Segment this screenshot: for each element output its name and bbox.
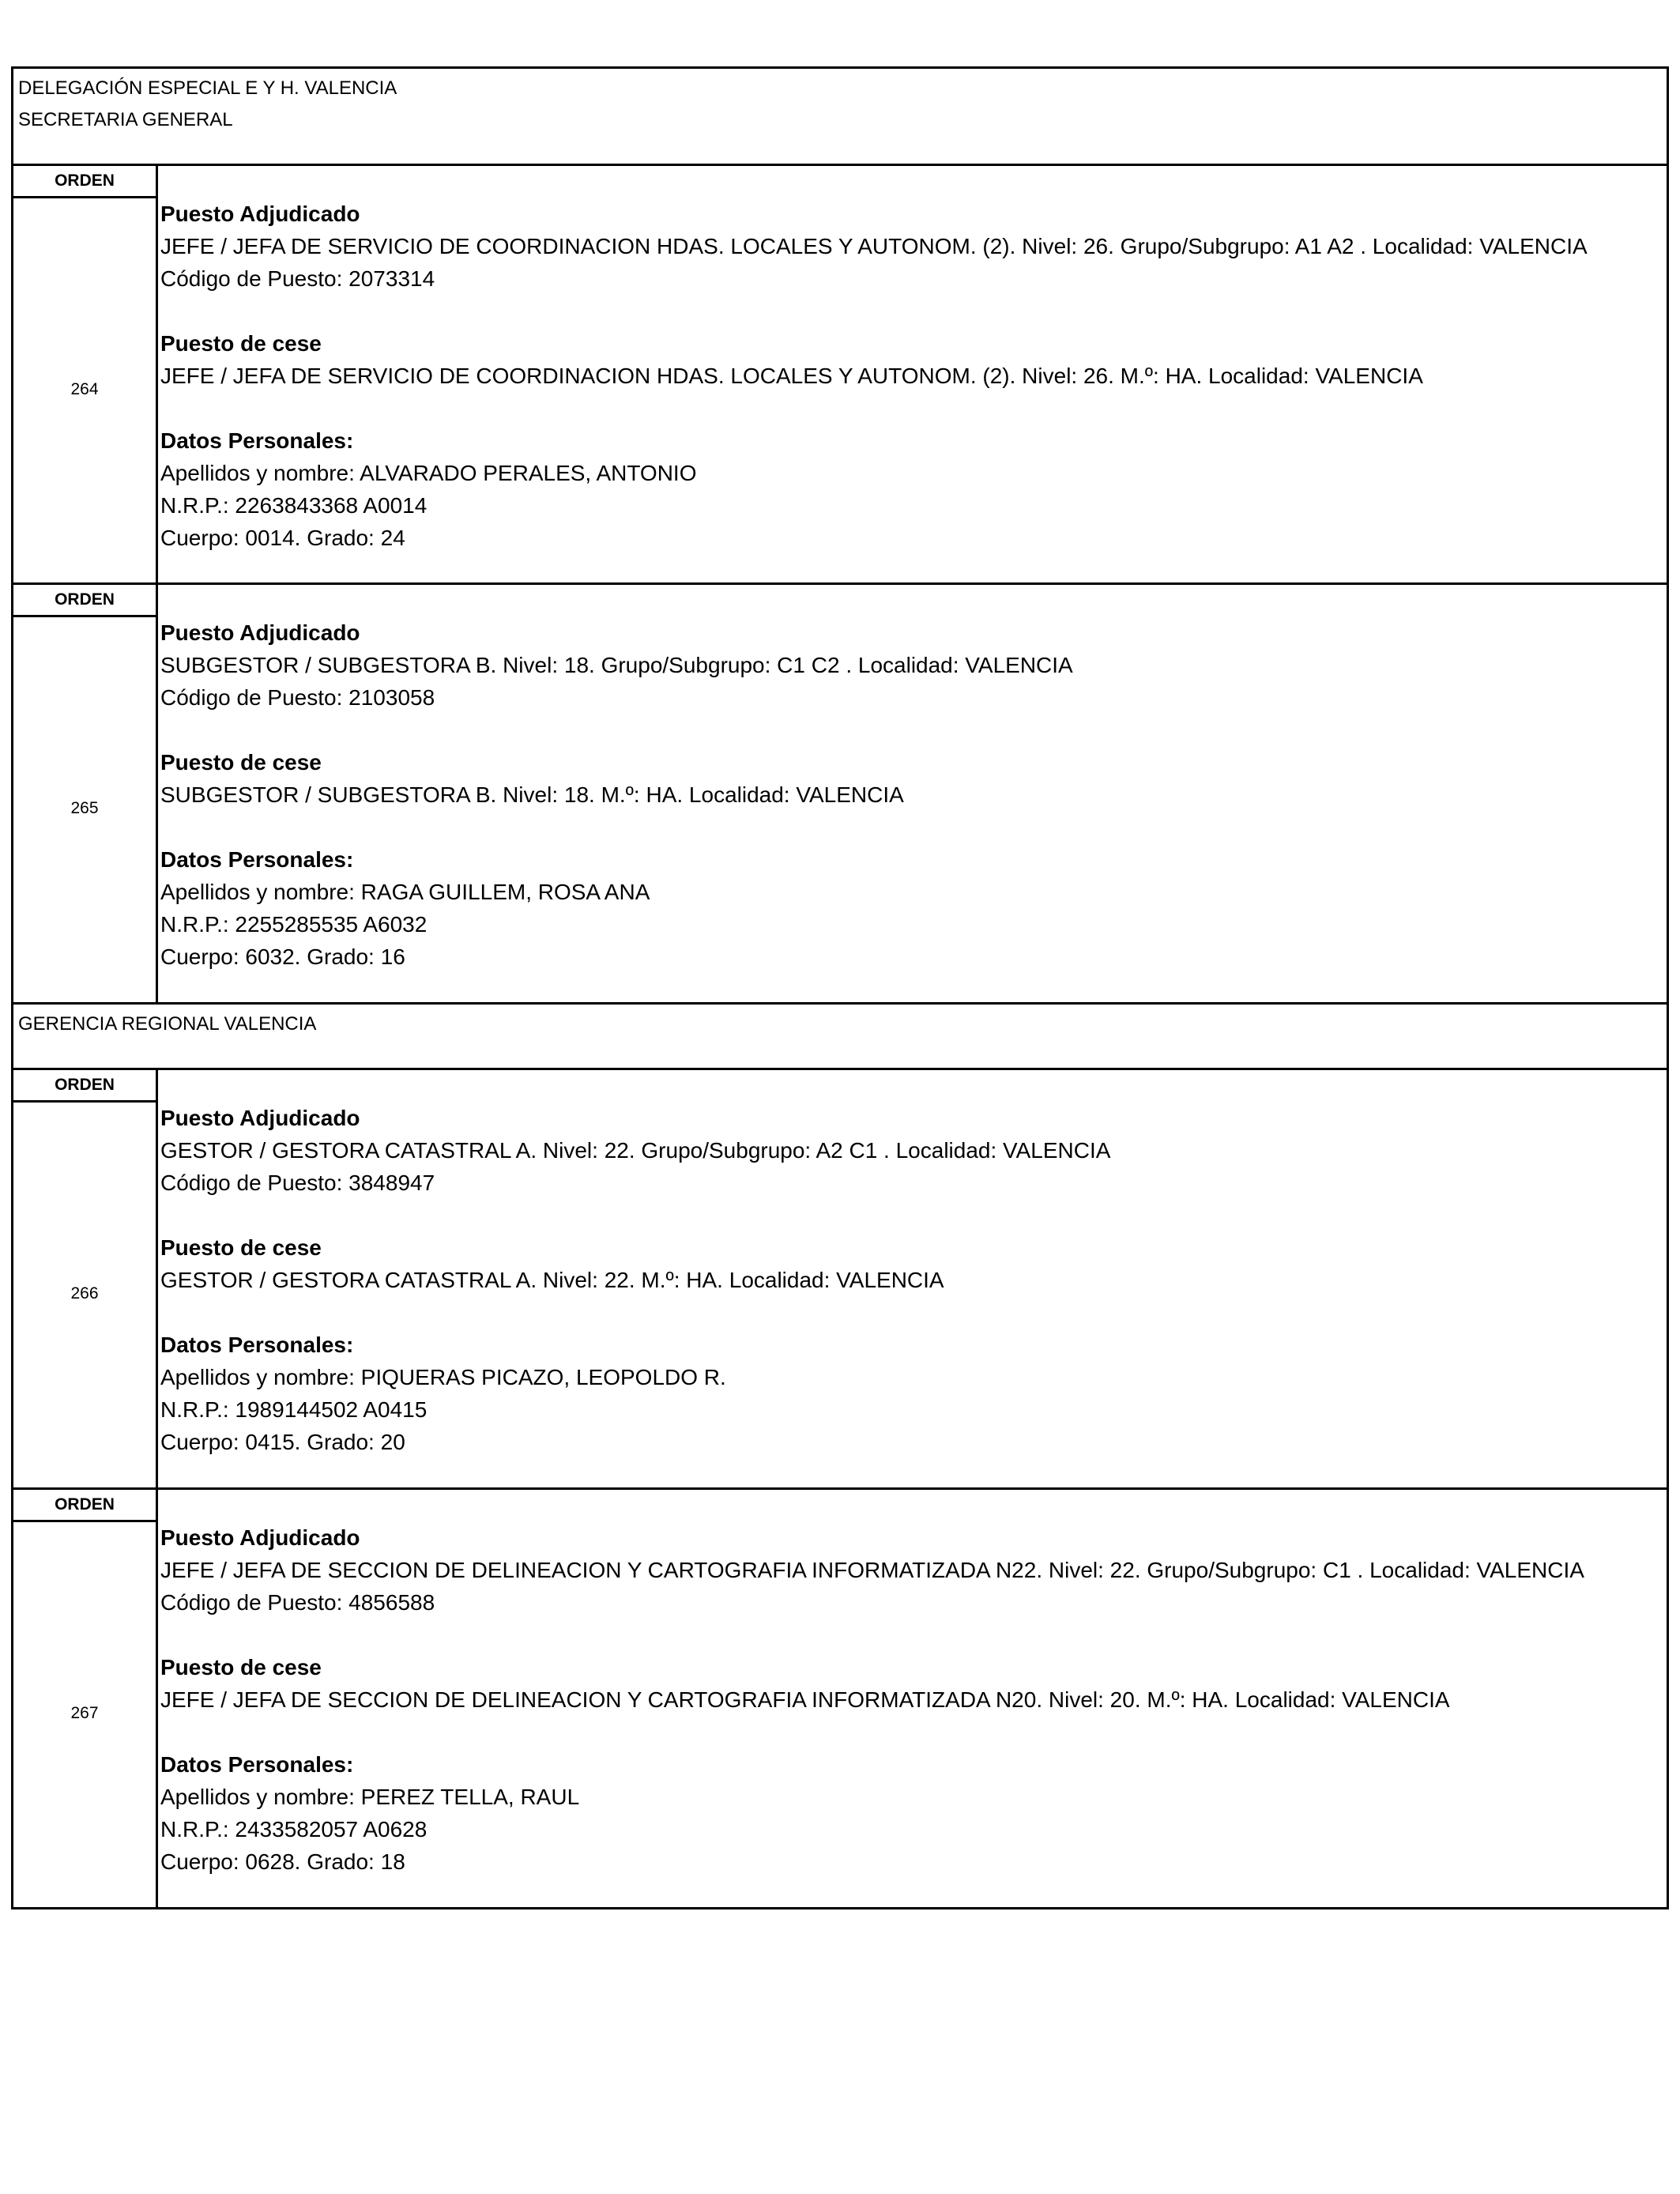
apellidos-nombre: Apellidos y nombre: RAGA GUILLEM, ROSA ANA — [160, 880, 650, 904]
cese-description: GESTOR / GESTORA CATASTRAL A. Nivel: 22. M.º: HA. Localidad: VALENCIA — [160, 1268, 944, 1292]
orden-column — [13, 585, 158, 1002]
apellidos-nombre: Apellidos y nombre: PIQUERAS PICAZO, LEOPOLDO R. — [160, 1365, 726, 1389]
adjudicado-description: JEFE / JEFA DE SECCION DE DELINEACION Y CARTOGRAFIA INFORMATIZADA N22. Nivel: 22. Grupo/Subgrupo: C1 . Localidad: VALENCIA — [160, 1558, 1584, 1582]
nrp: N.R.P.: 1989144502 A0415 — [160, 1397, 428, 1422]
cuerpo-grado: Cuerpo: 0628. Grado: 18 — [160, 1849, 405, 1874]
adjudicado-heading: Puesto Adjudicado — [160, 1525, 360, 1550]
cese-heading: Puesto de cese — [160, 750, 322, 775]
entry-block — [11, 1487, 1669, 1909]
nrp: N.R.P.: 2433582057 A0628 — [160, 1817, 428, 1842]
cuerpo-grado: Cuerpo: 6032. Grado: 16 — [160, 944, 405, 969]
entry-content — [160, 1521, 1660, 1878]
orden-column — [13, 1490, 158, 1907]
entry-content — [160, 1102, 1660, 1458]
orden-column — [13, 166, 158, 583]
adjudicado-description: JEFE / JEFA DE SERVICIO DE COORDINACION HDAS. LOCALES Y AUTONOM. (2). Nivel: 26. Grupo/Subgrupo: A1 A2 . Localidad: VALENCIA — [160, 234, 1588, 258]
orden-number: 265 — [70, 799, 99, 817]
cese-heading: Puesto de cese — [160, 1235, 322, 1260]
datos-heading: Datos Personales: — [160, 428, 354, 453]
header-subtitle: SECRETARIA GENERAL — [18, 109, 233, 130]
entry-block — [11, 164, 1669, 586]
cese-description: SUBGESTOR / SUBGESTORA B. Nivel: 18. M.º: HA. Localidad: VALENCIA — [160, 782, 904, 807]
entry-content — [160, 616, 1660, 973]
codigo-puesto: Código de Puesto: 4856588 — [160, 1590, 435, 1615]
adjudicado-description: GESTOR / GESTORA CATASTRAL A. Nivel: 22. Grupo/Subgrupo: A2 C1 . Localidad: VALENCIA — [160, 1138, 1111, 1163]
datos-heading: Datos Personales: — [160, 847, 354, 872]
orden-number: 267 — [70, 1704, 99, 1722]
cuerpo-grado: Cuerpo: 0415. Grado: 20 — [160, 1430, 405, 1454]
adjudicado-heading: Puesto Adjudicado — [160, 620, 360, 645]
entry-block — [11, 582, 1669, 1005]
cese-description: JEFE / JEFA DE SECCION DE DELINEACION Y CARTOGRAFIA INFORMATIZADA N20. Nivel: 20. M.º: HA. Localidad: VALENCIA — [160, 1687, 1450, 1712]
adjudicado-heading: Puesto Adjudicado — [160, 1106, 360, 1130]
cuerpo-grado: Cuerpo: 0014. Grado: 24 — [160, 526, 405, 550]
header-title: DELEGACIÓN ESPECIAL E Y H. VALENCIA — [18, 77, 397, 99]
datos-heading: Datos Personales: — [160, 1752, 354, 1777]
orden-column — [13, 1070, 158, 1487]
orden-number: 266 — [70, 1284, 99, 1302]
codigo-puesto: Código de Puesto: 2073314 — [160, 266, 435, 291]
codigo-puesto: Código de Puesto: 3848947 — [160, 1171, 435, 1195]
header-block — [11, 66, 1669, 166]
nrp: N.R.P.: 2255285535 A6032 — [160, 912, 428, 937]
codigo-puesto: Código de Puesto: 2103058 — [160, 685, 435, 710]
cese-heading: Puesto de cese — [160, 331, 322, 356]
section-header — [11, 1002, 1669, 1070]
apellidos-nombre: Apellidos y nombre: PEREZ TELLA, RAUL — [160, 1785, 580, 1809]
cese-heading: Puesto de cese — [160, 1655, 322, 1679]
datos-heading: Datos Personales: — [160, 1333, 354, 1357]
nrp: N.R.P.: 2263843368 A0014 — [160, 493, 428, 518]
adjudicado-description: SUBGESTOR / SUBGESTORA B. Nivel: 18. Grupo/Subgrupo: C1 C2 . Localidad: VALENCIA — [160, 653, 1073, 677]
adjudicado-heading: Puesto Adjudicado — [160, 202, 360, 226]
orden-label: ORDEN — [13, 585, 156, 617]
orden-label: ORDEN — [13, 166, 156, 198]
apellidos-nombre: Apellidos y nombre: ALVARADO PERALES, ANTONIO — [160, 461, 697, 485]
section-title: GERENCIA REGIONAL VALENCIA — [18, 1013, 317, 1035]
orden-label: ORDEN — [13, 1490, 156, 1522]
entry-block — [11, 1068, 1669, 1490]
cese-description: JEFE / JEFA DE SERVICIO DE COORDINACION HDAS. LOCALES Y AUTONOM. (2). Nivel: 26. M.º: HA. Localidad: VALENCIA — [160, 364, 1423, 388]
orden-label: ORDEN — [13, 1070, 156, 1103]
entry-content — [160, 198, 1660, 554]
orden-number: 264 — [70, 380, 99, 398]
